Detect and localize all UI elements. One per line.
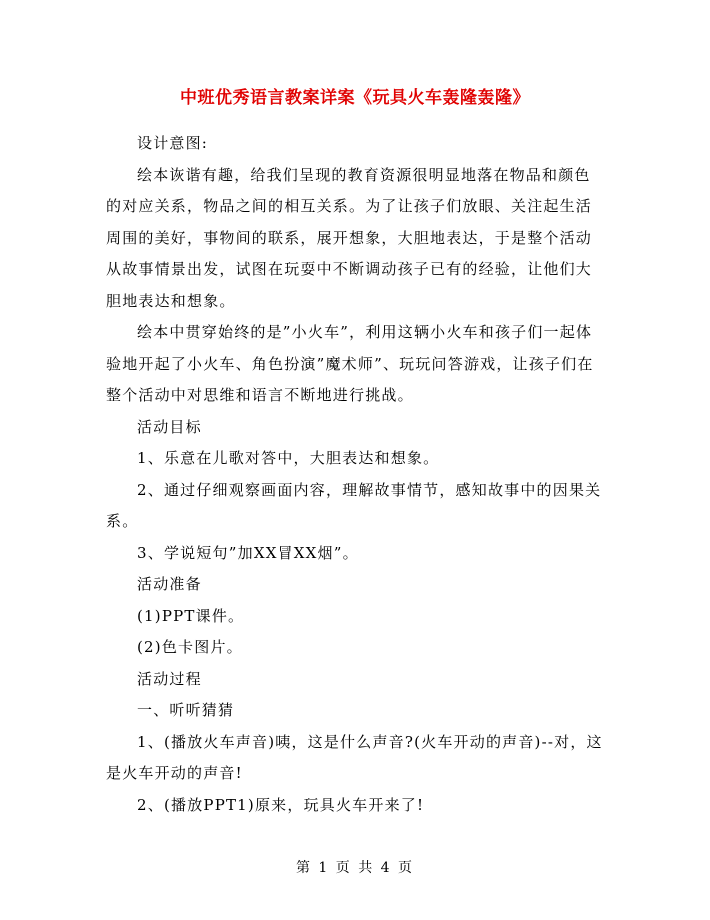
paragraph-design-intent-1: 绘本诙谐有趣，给我们呈现的教育资源很明显地落在物品和颜色的对应关系，物品之间的相互关系。为了让孩子们放眼、关注起生活周围的美好，事物间的联系，展开想象，大胆地表达，于是整个活动从故事情景出发，试图在玩耍中不断调动孩子已有的经验，让他们大胆地表达和想象。	[106, 165, 593, 310]
paragraph-design-intent-2: 绘本中贯穿始终的是”小火车”，利用这辆小火车和孩子们一起体验地开起了小火车、角色扮演”魔术师”、玩玩问答游戏，让孩子们在整个活动中对思维和语言不断地进行挑战。	[106, 323, 594, 404]
paragraph-design-intent-heading: 设计意图:	[137, 134, 209, 152]
paragraph-preparation-2: (2)色卡图片。	[137, 638, 243, 656]
paragraph-process-heading: 活动过程	[137, 669, 202, 688]
document-body	[106, 128, 606, 821]
paragraph-preparation-1: (1)PPT课件。	[137, 606, 245, 625]
paragraph-goal-2: 2、通过仔细观察画面内容，理解故事情节，感知故事中的因果关系。	[106, 480, 602, 530]
paragraph-goals-heading: 活动目标	[137, 417, 202, 436]
paragraph-goal-1: 1、乐意在儿歌对答中，大胆表达和想象。	[137, 449, 440, 467]
paragraph-process-section-1: 一、听听猜猜	[137, 701, 235, 719]
paragraph-process-step-1: 1、(播放火车声音)咦，这是什么声音?(火车开动的声音)--对，这是火车开动的声音!	[106, 732, 603, 782]
paragraph-process-step-2: 2、(播放PPT1)原来，玩具火车开来了!	[137, 795, 425, 814]
paragraph-preparation-heading: 活动准备	[137, 575, 202, 593]
paragraph-goal-3: 3、学说短句”加XX冒XX烟”。	[137, 543, 359, 562]
document-title: 中班优秀语言教案详案《玩具火车轰隆轰隆》	[180, 88, 530, 108]
page-number-footer: 第 1 页 共 4 页	[295, 860, 415, 876]
